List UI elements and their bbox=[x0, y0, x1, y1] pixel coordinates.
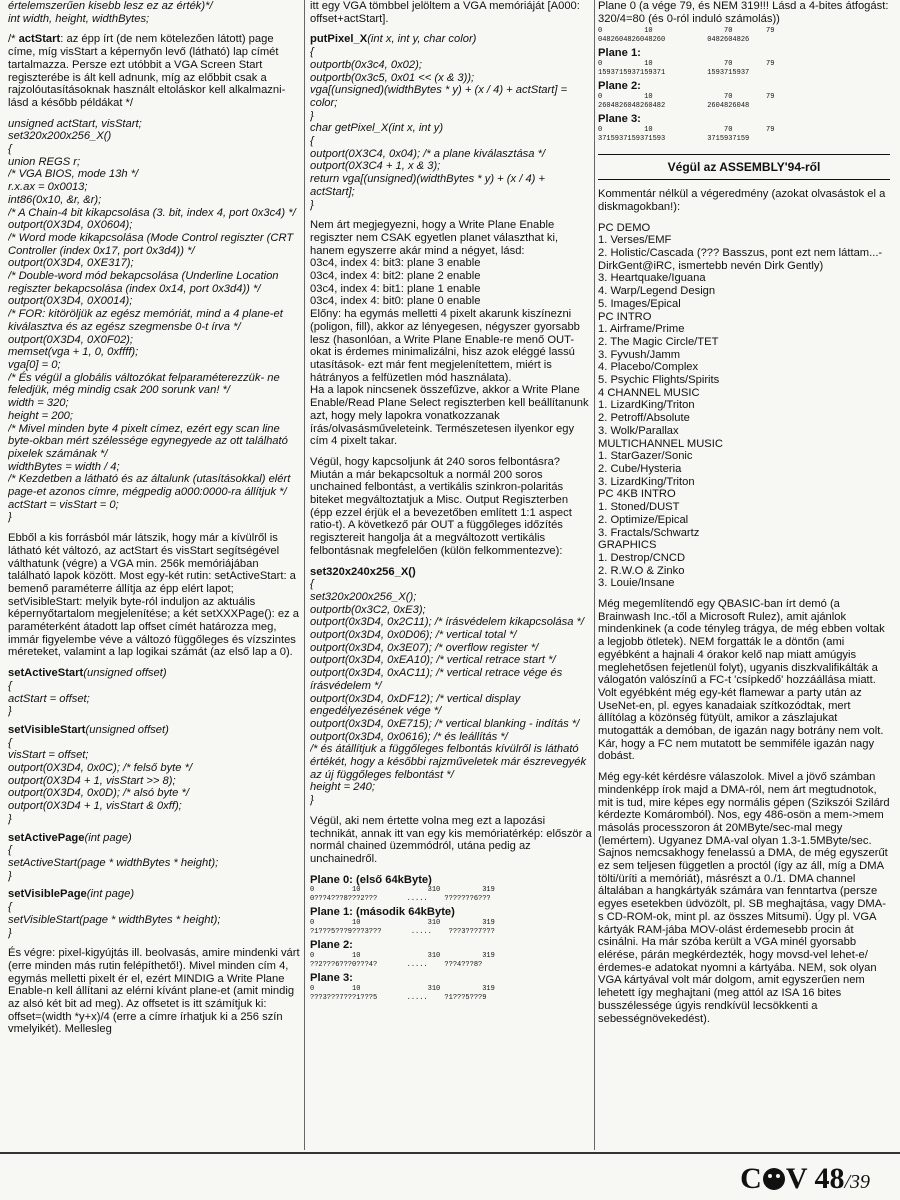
function-heading: setActiveStart(unsigned offset) bbox=[8, 667, 167, 680]
code-setactivepage: { setActiveStart(page * widthBytes * height); } bbox=[8, 844, 219, 882]
paragraph-pixel: És végre: pixel-kigyújtás ill. beolvasás, amire mindenki várt (erre minden más rutin felépíthető!). Mivel minden cím 4, egymás melletti pixelt ér el, ezért MINDIG a Write Plane Enable-n kell állítani az elérni kívánt plane-et (amit mindig az alsó két bit ad meg). Az offsetet is itt számítjuk ki: offset=(width *y+x)/4 (erre a címre írhatjuk ki a 256 szín vmelyikét). Mellesleg bbox=[8, 947, 300, 1036]
plane-row: ???3???7???1???5 ..... ?1???5???9 bbox=[310, 993, 487, 1002]
memory-map-unchained bbox=[598, 27, 890, 143]
logo-letter-c: C bbox=[740, 1162, 762, 1195]
column-right bbox=[598, 0, 890, 1150]
paragraph-write-plane: Nem árt megjegyezni, hogy a Write Plane Enable regiszter nem CSAK egyetlen planet választhat ki, hanem egyszerre akár mind a négyet, lásd: 03c4, index 4: bit3: plane 3 enable 03c4, index 4: bit2: plane 2 enable 03c4, index 4: bit1: plane 1 enable 03c4, index 4: bit0: plane 0 enable Előny: ha egymás melletti 4 pixelt akarunk kiszínezni (poligon, fill), akkor az lényegesen, négyszer gyorsabb lesz (hasonlóan, a Write Plane Enable-re menő OUT-okat is érdemes minimalizálni, hisz azok eléggé lassú utasítások- ezt már fent megjelenítettem, miért is hátrányos a felfüzetlen mód használata). Ha a lapok nincsenek összefűzve, akkor a Write Plane Enable/Read Plane Select regiszterben kell beállítanunk azt, hogy mely lapokra vonatkozzanak írás/olvasásműveleteink. Természetesen ilyenkor egy cím 4 pixelt takar. bbox=[310, 219, 589, 448]
plane-row: 1593715937159371 1593715937 bbox=[598, 69, 750, 78]
plane-ruler: 0 10 310 319 bbox=[310, 886, 495, 895]
function-heading: putPixel_X(int x, int y, char color) bbox=[310, 33, 477, 46]
paragraph-qbasic: Még megemlítendő egy QBASIC-ban írt demó (a Brainwash Inc.-től a Microsoft Rulez), amit ajánlok mindenkinek (a code tényleg trágya, de még ebben voltak a legjobb ötletek). NEM forgatták le a döntőn (ami egyébként a hajnali 4 órakor kelő nap miatt amúgyis meglehetősen fejetlenül folyt), ugyanis diszkvalifikálták a válogatón valószínű a FC-t 'csípkedő' hozzáállása miatt. Volt egyébként még egy-két flamewar a party után az UseNet-en, pl. egyes kanadaiak szítkozódtak, mert állítólag a közönség fütyült, amikor a zászlajukat mutogatták a demóban, de igazán nagy botrány nem volt. Kár, hogy a FC nem mutatott be semmiféle igazán nagy dobást. bbox=[598, 598, 885, 763]
plane-row: 0???4???8???2??? ..... ???????6??? bbox=[310, 895, 491, 904]
column-divider bbox=[304, 0, 305, 1150]
plane-ruler: 0 10 70 79 bbox=[598, 60, 775, 69]
section-title: Végül az ASSEMBLY'94-ről bbox=[598, 154, 890, 181]
results-list: PC DEMO 1. Verses/EMF 2. Holistic/Cascada (??? Basszus, pont ezt nem láttam...-DirkGent@iRC, ismertebb nevén Dirk Gently) 3. Heartquake/Iguana 4. Warp/Legend Design 5. Images/Epical PC INTRO 1. Airframe/Prime 2. The Magic Circle/TET 3. Fyvush/Jamm 4. Placebo/Complex 5. Psychic Flights/Spirits 4 CHANNEL MUSIC 1. LizardKing/Triton 2. Petroff/Absolute 3. Wolk/Parallax MULTICHANNEL MUSIC 1. StarGazer/Sonic 2. Cube/Hysteria 3. LizardKing/Triton PC 4KB INTRO 1. Stoned/DUST 2. Optimize/Epical 3. Fractals/Schwartz GRAPHICS 1. Destrop/CNCD 2. R.W.O & Zinko 3. Louie/Insane bbox=[598, 221, 883, 590]
plane-row: 0482604826048260 0482604826 bbox=[598, 36, 750, 45]
paragraph-240-lines: Végül, hogy kapcsoljunk át 240 soros felbontásra? Miután a már bekapcsoltuk a normál 200 soros unchained felbontást, a vertikális szinkron-polaritás biteket megváltoztatjuk a Misc. Output Regiszterben (épp ezzel érjük el a bevezetőben említett 1:1 aspect ratio-t). A következő pár OUT a függőleges időzítés regisztereit hangolja át a megváltozott vertikális felbontásnak megfelelően (külön felkommentezve): bbox=[310, 455, 572, 557]
plane-label: Plane 1: bbox=[598, 47, 641, 60]
plane-label: Plane 2: bbox=[310, 939, 353, 952]
comment-actstart: /* actStart: az épp írt (de nem kötelezően látott) page címe, míg visStart a képernyőn levő (látható) lap címét tartalmazza. Persze ezt utóbbit a VGA Screen Start regiszterébe is ált kell adnunk, míg az előbbit csak a rajzolóutasításoknak használt eltoláskor kell alkalmazni- lásd a később példákat */ bbox=[8, 33, 286, 109]
paragraph-memory-map: Végül, aki nem értette volna meg ezt a lapozási technikát, annak itt van egy kis memóriatérkép: először a normál chained üzemmódról, utána pedig az unchainedről. bbox=[310, 814, 592, 865]
logo-eyes-icon bbox=[763, 1168, 785, 1190]
code-setvisiblestart: { visStart = offset; outport(0X3D4, 0x0C); /* felső byte */ outport(0X3D4 + 1, visStart >> 8); outport(0X3D4, 0x0D); /* alsó byte */ outport(0X3D4 + 1, visStart & 0xff); } bbox=[8, 736, 193, 825]
plane-ruler: 0 10 70 79 bbox=[598, 27, 775, 36]
paragraph-results-intro: Kommentár nélkül a végeredmény (azokat olvasástok el a diskmagokban!): bbox=[598, 188, 886, 213]
column-middle bbox=[310, 0, 592, 1150]
plane-label: Plane 1: (második 64kByte) bbox=[310, 906, 455, 919]
paragraph-vga-array: itt egy VGA tömbbel jelöltem a VGA memóriáját [A000: offset+actStart]. bbox=[310, 0, 580, 25]
plane-ruler: 0 10 310 319 bbox=[310, 951, 495, 960]
code-putpixel: { outportb(0x3c4, 0x02); outportb(0x3c5, 0x01 << (x & 3)); vga[(unsigned)(widthBytes * y) + (x / 4) + actStart] = color; } char getPixel_X(int x, int y) { outport(0X3C4, 0x04); /* a plane kiválasztása */ outport(0X3C4 + 1, x & 3); return vga[(unsigned)(widthBytes * y) + (x / 4) + actStart]; } bbox=[310, 46, 568, 211]
plane-ruler: 0 10 70 79 bbox=[598, 125, 775, 134]
code-set320x200: unsigned actStart, visStart; set320x200x256_X() { union REGS r; /* VGA BIOS, mode 13h */ r.x.ax = 0x0013; int86(0x10, &r, &r); /* A Chain-4 bit kikapcsolása (3. bit, index 4, port 0x3c4) */ outport(0X3D4, 0X0604); /* Word mode kikapcsolása (Mode Control regiszter (CRT Controller (index 0x17, port 0x3d4)) */ outport(0X3D4, 0XE317); /* Double-word mód bekapcsolása (Underline Location regiszter bekapcsolása (index 0x14, port 0x3d4)) */ outport(0X3D4, 0X0014); /* FOR: kitöröljük az egész memóriát, mind a 4 plane-et kiválasztva és az egész szegmensbe 0-t írva */ outport(0X3D4, 0X0F02); memset(vga + 1, 0, 0xffff); vga[0] = 0; /* És végül a globális változókat felparaméterezzük- ne feledjük, még mindig csak 200 sorunk van! */ width = 320; height = 200; /* Mivel minden byte 4 pixelt címez, ezért egy scan line byte-okban mért szélessége egynegyede az ott található pixelek számának */ widthBytes = width / 4; /* Kezdetben a látható és az általunk (utasításokkal) elért page-et azonos címre, mégpedig a000:0000-ra állítjuk */ actStart = visStart = 0; } bbox=[8, 117, 296, 524]
code-declarations: értelemszerűen kisebb lesz ez az érték)*/ int width, height, widthBytes; bbox=[8, 0, 213, 25]
plane-ruler: 0 10 310 319 bbox=[310, 919, 495, 928]
function-heading: setActivePage(int page) bbox=[8, 831, 132, 844]
code-setvisiblepage: { setVisibleStart(page * widthBytes * height); } bbox=[8, 901, 221, 939]
paragraph-plane0-note: Plane 0 (a vége 79, és NEM 319!!! Lásd a 4-bites átfogást: 320/4=80 (és 0-ról induló számolás)) bbox=[598, 0, 889, 25]
memory-map-chained bbox=[310, 874, 592, 1003]
page-number: /39 bbox=[844, 1171, 870, 1193]
plane-ruler: 0 10 310 319 bbox=[310, 984, 495, 993]
plane-label: Plane 3: bbox=[310, 971, 353, 984]
function-heading: set320x240x256_X() bbox=[310, 565, 416, 578]
column-left bbox=[8, 0, 300, 1150]
plane-ruler: 0 10 70 79 bbox=[598, 92, 775, 101]
plane-label: Plane 3: bbox=[598, 112, 641, 125]
footer-rule bbox=[0, 1152, 900, 1154]
plane-label: Plane 0: (első 64kByte) bbox=[310, 873, 432, 886]
paragraph-dma: Még egy-két kérdésre válaszolok. Mivel a jövő számban mindenképp írok majd a DMA-ról, nem árt megtudnotok, mit is tud, mire képes egy normális gépen (Szikszói Szilárd kérdezte Komáromból). Nos, egy 486-osön a mem->mem másolás processzoron át 20MByte/sec-mal megy (lemértem). Ugyanez DMA-val olyan 1.3-1.5MByte/sec. Sajnos nemcsakhogy fenelassú a DMA, de még egyszerűt ez sem teljesen független a proctól (így az áll, míg a DMA tölti/üríti a memóriát), másrészt a 0./1. DMA channel általában a hangkártyák számára van fenntartva (persze egyes esetekben üdvözölt, pl. SB meghajtása, vagy DMA-s CD-ROM-ok, mint pl. az összes Mitsumi). Úgy pl. VGA kártyák RAM-jába MOV-olást érdemesebb procin át csinálni. Ha már szóba került a VGA minél gyorsabb elérése, párán megkérdezték, hogy movsd-vel lehet-e/érdemes-e adatokat nyomni a kártyába. NEM, sok olyan VGA kártyával volt már dolgom, amit egyszerűen nem lehetett így meghajtani (meg attól az ISA 16 bites busszélessége úgyis rendkívül lecsökkenti a sebességnövekedést). bbox=[598, 771, 890, 1025]
column-divider bbox=[594, 0, 595, 1150]
plane-row: ??2???6???0???4? ..... ???4???8? bbox=[310, 960, 483, 969]
plane-row: 3715937159371593 3715937159 bbox=[598, 134, 750, 143]
plane-row: 2604826048260482 2604826048 bbox=[598, 101, 750, 110]
function-heading: setVisibleStart(unsigned offset) bbox=[8, 723, 169, 736]
plane-row: ?1???5???9???3??? ..... ???3???7??? bbox=[310, 928, 495, 937]
function-heading: setVisiblePage(int page) bbox=[8, 888, 135, 901]
plane-label: Plane 2: bbox=[598, 80, 641, 93]
keyword-actstart: actStart bbox=[18, 33, 61, 46]
code-setactivestart: { actStart = offset; } bbox=[8, 679, 90, 718]
footer-logo bbox=[740, 1162, 870, 1199]
code-set320x240: { set320x200x256_X(); outportb(0x3C2, 0xE3); outport(0x3D4, 0x2C11); /* írásvédelem kikapcsolása */ outport(0x3D4, 0x0D06); /* vertical total */ outport(0x3D4, 0x3E07); /* overflow register */ outport(0x3D4, 0xEA10); /* vertical retrace start */ outport(0x3D4, 0xAC11); /* vertical retrace vége és írásvédelem */ outport(0x3D4, 0xDF12); /* vertical display engedélyezésének vége */ outport(0x3D4, 0xE715); /* vertical blanking - indítás */ outport(0x3D4, 0x0616); /* és leállítás */ /* és átállítjuk a függőleges felbontás kívülről is látható értékét, hogy a későbbi rajzműveletek már észrevegyék az új függőleges felbontást */ height = 240; } bbox=[310, 578, 587, 807]
issue-number: 48 bbox=[814, 1162, 845, 1195]
logo-letter-v: V bbox=[785, 1162, 807, 1195]
paragraph-paging: Ebből a kis forrásból már látszik, hogy már a kívülről is látható két változó, az actStart és visStart segítségével válthatunk (végre) a VGA min. 256k memóriájában található lapok között. Most egy-két rutin: setActiveStart: a bemenő paraméterre állítja az épp elért lapot; setVisibleStart: melyik byte-ról induljon az aktuális képernyőtartalom megjelenítése; a két setXXXPage(): ez a paraméterként átadott lap offset címét határozza meg, immár figyelembe véve a változó függőleges és vízszintes méreteket, valamint a lap logikai számát (az első lap a 0). bbox=[8, 532, 300, 659]
